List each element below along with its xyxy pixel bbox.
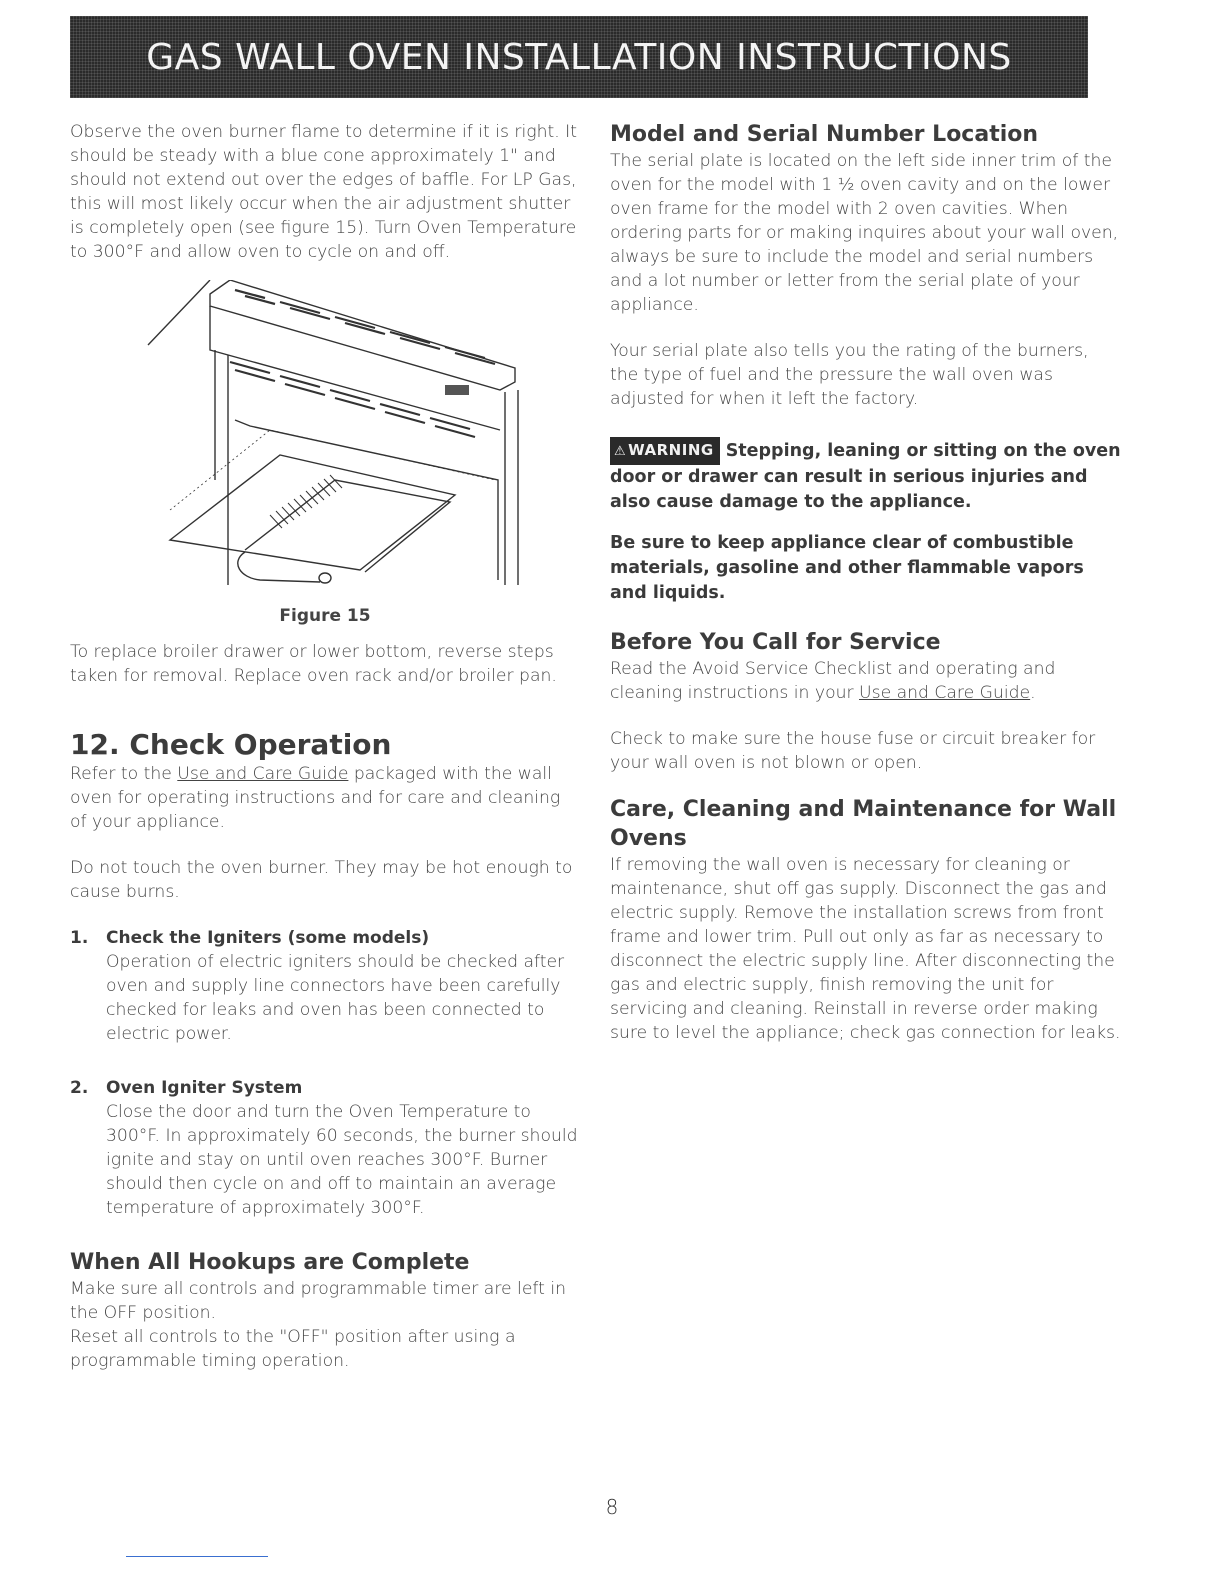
warning-triangle-icon: ⚠ [614, 444, 627, 459]
page-title: GAS WALL OVEN INSTALLATION INSTRUCTIONS [146, 36, 1012, 78]
footer-rule [126, 1556, 268, 1557]
service-heading: Before You Call for Service [610, 630, 941, 655]
figure-15-illustration [70, 280, 580, 600]
list-item-text: Close the door and turn the Oven Temperature to 300°F. In approximately 60 seconds, the burner should ignite and stay on until oven reaches 300°F. Burner should then cycle on and off to maintain an average temperature of approximately 300°F. [106, 1102, 578, 1218]
list-item-text: Operation of electric igniters should be checked after oven and supply line connectors have been carefully checked for leaks and oven has been connected to electric power. [106, 952, 565, 1044]
warning-label: WARNING [628, 441, 714, 459]
care-cleaning-paragraph: If removing the wall oven is necessary for cleaning or maintenance, shut off gas supply. Disconnect the gas and electric supply. Remove the installation screws from front frame and lower trim. Pull out only as far as necessary to disconnect the electric supply line. After disconnecting the gas and electric supply, finish removing the unit for servicing and cleaning. Reinstall in reverse order making sure to level the appliance; check gas connection for leaks. [610, 855, 1121, 1043]
check-text-post: packaged with the wall oven for operating instructions and for care and cleaning of your appliance. [70, 764, 561, 832]
list-item-title: Check the Igniters (some models) [106, 928, 430, 948]
replace-paragraph: To replace broiler drawer or lower bottom, reverse steps taken for removal. Replace oven rack and/or broiler pan. [70, 642, 557, 686]
title-banner [70, 16, 1088, 98]
check-operation-heading: 12. Check Operation [70, 728, 392, 761]
service-text-pre: Read the Avoid Service Checklist and operating and cleaning instructions in your [610, 659, 1056, 703]
list-item-oven-igniter [70, 1076, 580, 1220]
warning-badge [610, 437, 720, 465]
list-item-igniters [70, 926, 580, 1046]
service-paragraph-2: Check to make sure the house fuse or circuit breaker for your wall oven is not blown or open. [610, 729, 1096, 773]
check-operation-paragraph [70, 762, 580, 834]
list-number: 1. [70, 928, 89, 948]
use-and-care-guide-link[interactable]: Use and Care Guide [177, 764, 349, 784]
serial-plate-icon [445, 385, 469, 395]
model-serial-paragraph-1: The serial plate is located on the left side inner trim of the oven for the model with 1 ½ oven cavity and on the lower oven frame for the model with 2 oven cavities. When ordering parts for or making inquires about your wall oven, always be sure to include the model and serial numbers and a lot number or letter from the serial plate of your appliance. [610, 151, 1119, 315]
burner-caution-paragraph: Do not touch the oven burner. They may be hot enough to cause burns. [70, 858, 573, 902]
intro-paragraph: Observe the oven burner flame to determine if it is right. It should be steady with a blue cone approximately 1" and should not extend out over the edges of baffle. For LP Gas, this will most likely occur when the air adjustment shutter is completely open (see figure 15). Turn Oven Temperature to 300°F and allow oven to cycle on and off. [70, 122, 577, 262]
service-paragraph-1 [610, 657, 1122, 705]
warning-text: Stepping, leaning or sitting on the oven door or drawer can result in serious injuries and also cause damage to the appliance. [610, 441, 1121, 512]
service-text-post: . [1030, 683, 1036, 703]
combustible-warning: Be sure to keep appliance clear of combustible materials, gasoline and other flammable vapors and liquids. [610, 533, 1084, 603]
model-serial-heading: Model and Serial Number Location [610, 122, 1039, 147]
page-number: 8 [605, 1495, 619, 1519]
list-item-title: Oven Igniter System [106, 1078, 303, 1098]
care-cleaning-heading: Care, Cleaning and Maintenance for Wall Ovens [610, 797, 1117, 851]
oven-burner-illustration [70, 280, 580, 600]
hookups-paragraph-1: Make sure all controls and programmable timer are left in the OFF position. [70, 1279, 567, 1323]
figure-caption: Figure 15 [279, 606, 371, 626]
model-serial-paragraph-2: Your serial plate also tells you the rating of the burners, the type of fuel and the pressure the wall oven was adjusted for when it left the factory. [610, 341, 1089, 409]
use-and-care-guide-link[interactable]: Use and Care Guide [859, 683, 1031, 703]
hookups-heading: When All Hookups are Complete [70, 1250, 470, 1275]
list-number: 2. [70, 1078, 89, 1098]
right-column [610, 120, 1122, 1045]
check-text-pre: Refer to the [70, 764, 178, 784]
warning-block [610, 437, 1122, 515]
hookups-paragraph-2: Reset all controls to the "OFF" position after using a programmable timing operation. [70, 1327, 516, 1371]
left-column [70, 120, 580, 1373]
